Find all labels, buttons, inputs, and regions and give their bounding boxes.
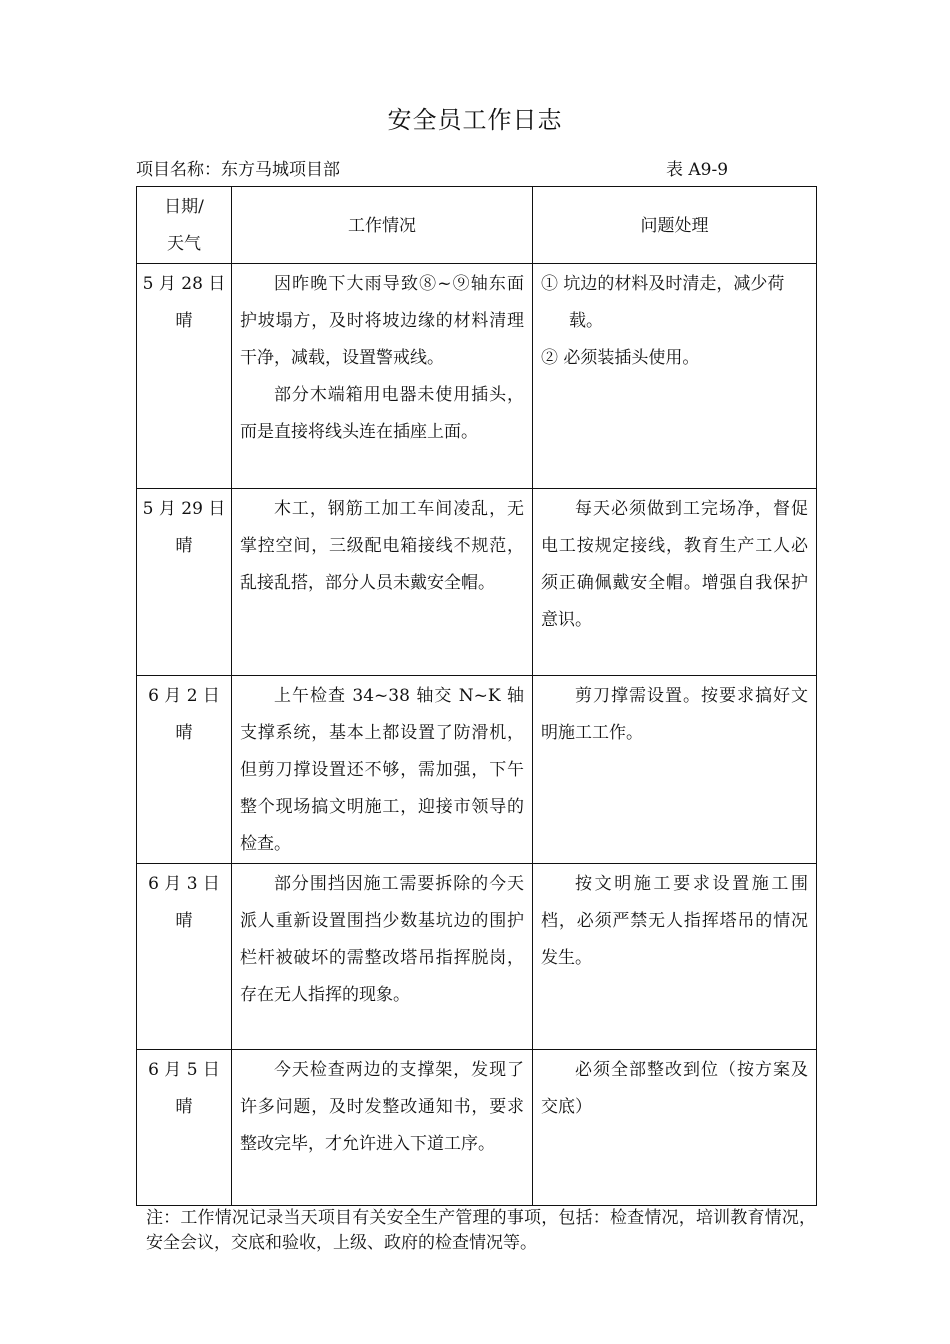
row-issue-cell [533,489,817,676]
issue-paragraph: 按文明施工要求设置施工围档，必须严禁无人指挥塔吊的情况发生。 [541,874,808,968]
header-work: 工作情况 [232,187,533,264]
row-work-cell [232,1050,533,1206]
row-date: 6 月 3 日 [148,874,220,894]
issue-paragraph: 剪刀撑需设置。按要求搞好文明施工工作。 [541,686,808,743]
row-date-cell [137,264,232,489]
table-row [137,264,817,489]
row-date-cell [137,489,232,676]
row-work-cell [232,676,533,864]
row-issue-cell [533,264,817,489]
row-issue-cell [533,1050,817,1206]
table-row [137,676,817,864]
row-work-cell [232,864,533,1050]
header-weather-label: 天气 [167,234,201,254]
issue-item: ② 必须装插头使用。 [541,348,700,368]
header-date-weather [137,187,232,264]
work-paragraph: 上午检查 34~38 轴交 N~K 轴支撑系统，基本上都设置了防滑机，但剪刀撑设置还不够，需加强，下午整个现场搞文明施工，迎接市领导的检查。 [240,686,524,854]
row-date: 5 月 28 日 [142,274,226,294]
row-date-cell [137,676,232,864]
row-date-cell [137,864,232,1050]
table-row [137,1050,817,1206]
safety-log-table [136,186,817,1206]
row-work-cell [232,489,533,676]
row-weather: 晴 [175,911,193,931]
row-weather: 晴 [175,311,193,331]
work-paragraph: 部分围挡因施工需要拆除的今天派人重新设置围挡少数基坑边的围护栏杆被破坏的需整改塔吊指挥脱岗，存在无人指挥的现象。 [240,874,524,1005]
work-paragraph: 因昨晚下大雨导致⑧~⑨轴东面护坡塌方，及时将坡边缘的材料清理干净，减载，设置警戒线。 [240,274,524,368]
work-paragraph: 木工，钢筋工加工车间凌乱，无掌控空间，三级配电箱接线不规范，乱接乱搭，部分人员未戴安全帽。 [240,499,524,593]
issue-paragraph: 每天必须做到工完场净，督促电工按规定接线，教育生产工人必须正确佩戴安全帽。增强自我保护意识。 [541,499,808,630]
row-date-cell [137,1050,232,1206]
row-issue-cell [533,864,817,1050]
row-work-cell [232,264,533,489]
header-date-label: 日期/ [164,197,204,217]
row-date: 6 月 5 日 [148,1060,220,1080]
work-paragraph: 今天检查两边的支撑架，发现了许多问题，及时发整改通知书，要求整改完毕，才允许进入下道工序。 [240,1060,524,1154]
row-issue-cell [533,676,817,864]
work-paragraph: 部分木端箱用电器未使用插头，而是直接将线头连在插座上面。 [240,385,524,442]
table-row [137,489,817,676]
document-title: 安全员工作日志 [387,106,563,134]
header-issue: 问题处理 [533,187,817,264]
table-header-row [137,187,817,264]
project-name: 项目名称：东方马城项目部 [136,160,340,180]
footnote: 注：工作情况记录当天项目有关安全生产管理的事项，包括：检查情况，培训教育情况，安全会议，交底和验收，上级、政府的检查情况等。 [146,1208,816,1253]
row-date: 6 月 2 日 [148,686,220,706]
row-weather: 晴 [175,1097,193,1117]
row-weather: 晴 [175,723,193,743]
table-row [137,864,817,1050]
issue-paragraph: 必须全部整改到位（按方案及交底） [541,1060,808,1117]
row-weather: 晴 [175,536,193,556]
issue-item: ① 坑边的材料及时清走，减少荷载。 [541,274,785,331]
form-number: 表 A9-9 [666,160,729,180]
row-date: 5 月 29 日 [142,499,226,519]
